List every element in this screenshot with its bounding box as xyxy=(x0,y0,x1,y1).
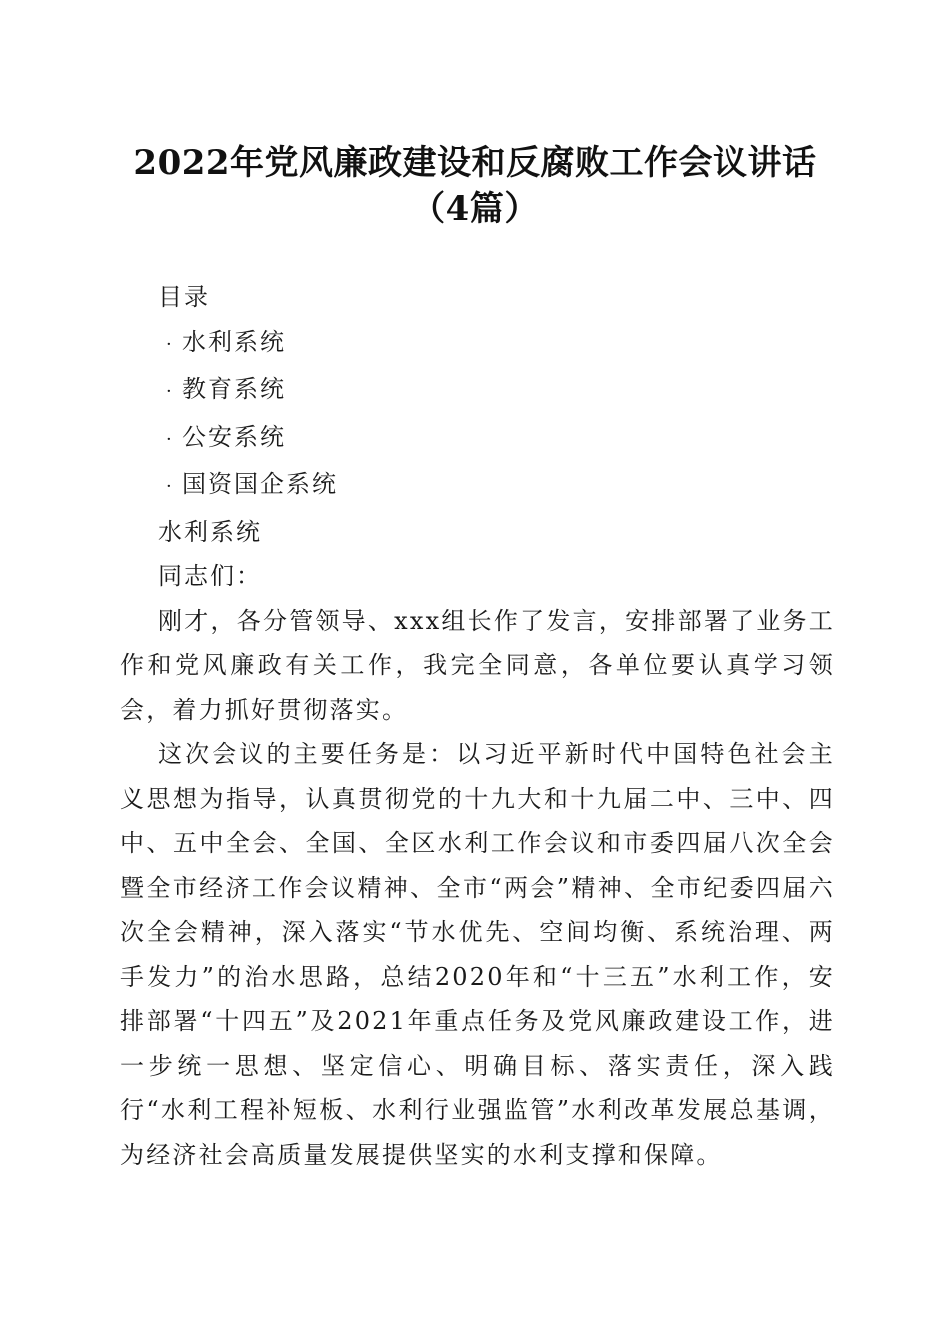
section-heading: 水利系统 xyxy=(158,517,262,546)
paragraph-1: 刚才，各分管领导、xxx组长作了发言，安排部署了业务工作和党风廉政有关工作，我完全同意，各单位要认真学习领会，着力抓好贯彻落实。 xyxy=(120,606,835,724)
bullet-dot-icon: · xyxy=(166,333,174,355)
toc-item xyxy=(120,320,835,368)
toc-item-label: 教育系统 xyxy=(182,375,286,403)
toc-item-label: 水利系统 xyxy=(182,327,286,356)
title-line-2: （4篇） xyxy=(411,189,539,229)
bullet-dot-icon: · xyxy=(166,476,174,497)
paragraph-2: 这次会议的主要任务是：以习近平新时代中国特色社会主义思想为指导，认真贯彻党的十九大和十九届二中、三中、四中、五中全会、全国、全区水利工作会议和市委四届八次全会暨全市经济工作会议精神、全市“两会”精神、全市纪委四届六次全会精神，深入落实“节水优先、空间均衡、系统治理、两手发力”的治水思路，总结2020年和“十三五”水利工作，安排部署“十四五”及2021年重点任务及党风廉政建设工作，进一步统一思想、坚定信心、明确目标、落实责任，深入践行“水利工程补短板、水利行业强监管”水利改革发展总基调，为经济社会高质量发展提供坚实的水利支撑和保障。 xyxy=(120,740,835,1169)
bullet-dot-icon: · xyxy=(166,381,174,402)
toc-item xyxy=(120,462,835,510)
toc-item xyxy=(120,367,835,415)
document-title xyxy=(0,140,950,232)
greeting: 同志们： xyxy=(158,562,262,590)
toc-item xyxy=(120,415,835,463)
bullet-dot-icon: · xyxy=(166,428,174,450)
title-line-1: 2022年党风廉政建设和反腐败工作会议讲话 xyxy=(133,143,817,183)
toc-heading: 目录 xyxy=(158,283,210,311)
toc-item-label: 国资国企系统 xyxy=(182,470,338,498)
toc-item-label: 公安系统 xyxy=(182,422,286,451)
document-body xyxy=(120,275,835,1177)
